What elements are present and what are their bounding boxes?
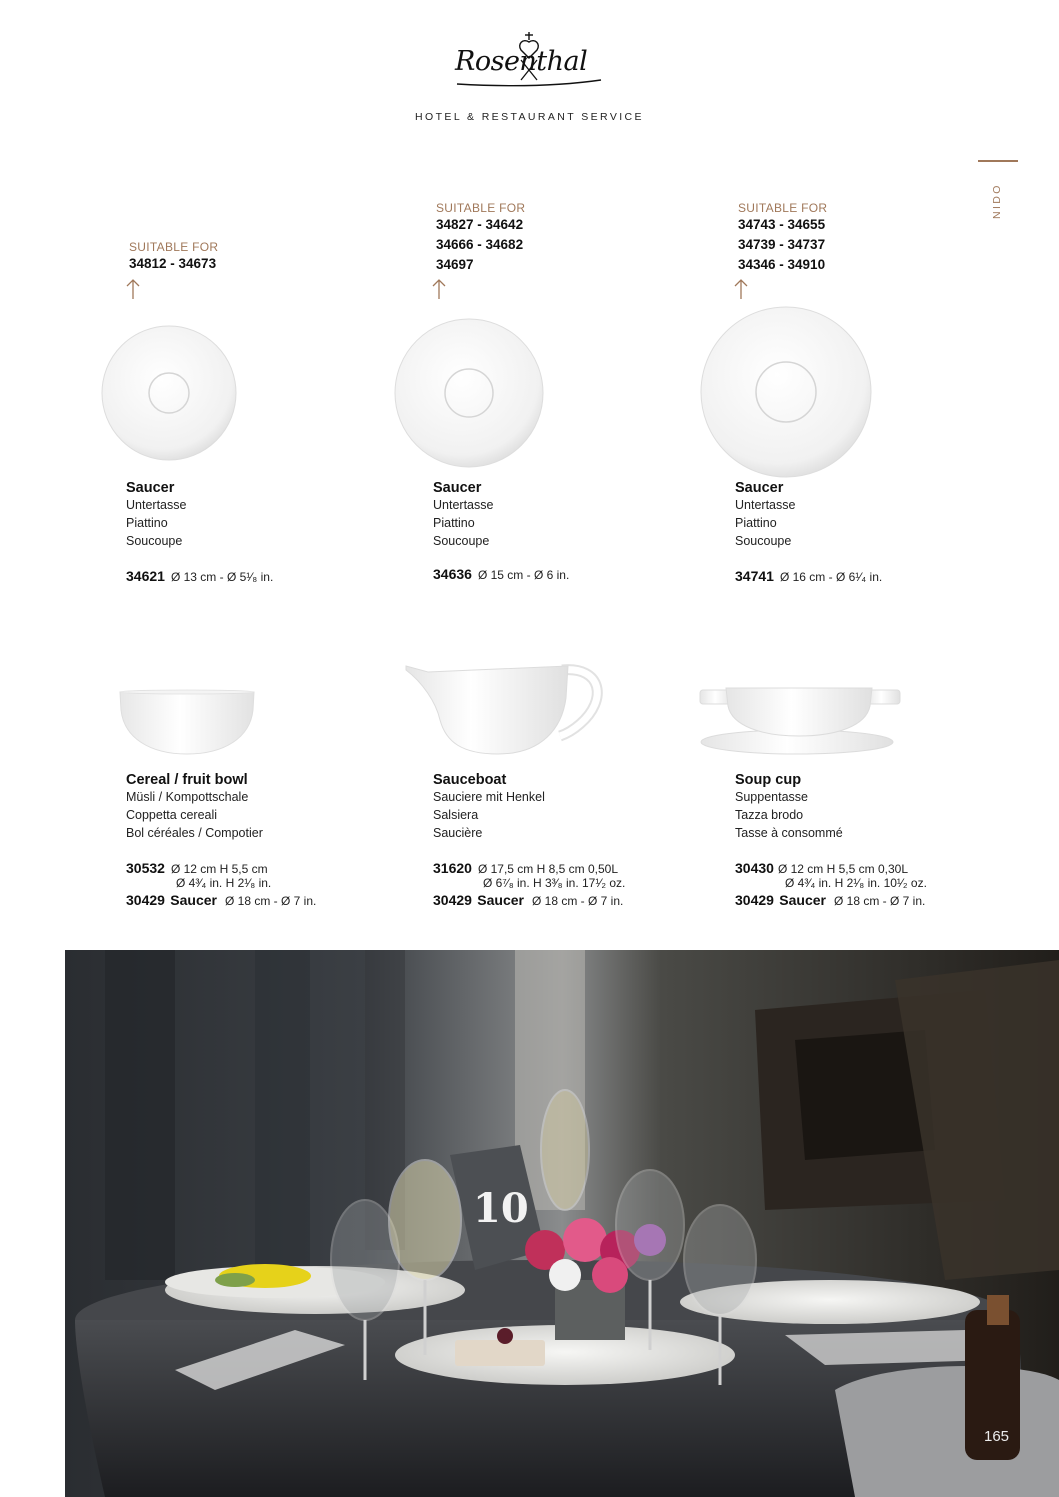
saucer-code: 30429 [735, 892, 774, 908]
saucer-image-large [696, 302, 878, 484]
tagline: HOTEL & RESTAURANT SERVICE [415, 111, 644, 123]
suitable-code: 34743 - 34655 [738, 217, 826, 232]
product-code: 31620 [433, 860, 472, 876]
product-translation: Soucoupe [433, 534, 490, 548]
side-tab-rule [978, 160, 1018, 162]
saucer-dimensions: Ø 18 cm - Ø 7 in. [833, 894, 926, 908]
suitable-code: 34812 - 34673 [129, 256, 217, 271]
arrow-up-icon [734, 278, 748, 300]
saucer-spec [433, 892, 723, 908]
product-translation: Sauciere mit Henkel [433, 790, 545, 804]
saucer-dimensions: Ø 18 cm - Ø 7 in. [531, 894, 624, 908]
product-dimensions: Ø 13 cm - Ø 5¹⁄₈ in. [170, 570, 274, 584]
table-setting-illustration [65, 950, 1059, 1497]
product-soup-cup-30430 [735, 772, 1025, 908]
product-spec [433, 860, 723, 876]
suitable-label: SUITABLE FOR [436, 201, 526, 215]
product-translation: Müsli / Kompottschale [126, 790, 249, 804]
brand-wordmark: Rosenthal [455, 46, 588, 77]
product-dimensions: Ø 12 cm H 5,5 cm [170, 862, 268, 876]
product-saucer-34636 [433, 480, 703, 582]
suitable-block-3 [738, 201, 827, 275]
side-tab-label: NIDO [991, 183, 1003, 219]
product-dimensions: Ø 12 cm H 5,5 cm 0,30L [777, 862, 908, 876]
product-translation: Salsiera [433, 808, 479, 822]
product-saucer-34621 [126, 480, 396, 584]
product-code: 30532 [126, 860, 165, 876]
product-translation: Coppetta cereali [126, 808, 218, 822]
product-saucer-34741 [735, 480, 1005, 584]
saucer-image-small [96, 320, 246, 470]
product-dimensions-imperial: Ø 6⁷⁄₈ in. H 3³⁄₈ in. 17¹⁄₂ oz. [483, 876, 626, 890]
saucer-code: 30429 [433, 892, 472, 908]
product-translation: Soucoupe [735, 534, 792, 548]
product-spec [735, 860, 1025, 876]
suitable-code: 34697 [436, 257, 474, 272]
product-name: Saucer [735, 480, 784, 496]
product-name: Cereal / fruit bowl [126, 772, 248, 788]
product-dimensions: Ø 17,5 cm H 8,5 cm 0,50L [477, 862, 618, 876]
product-sauceboat-31620 [433, 772, 723, 908]
saucer-image-medium [390, 314, 550, 474]
arrow-up-icon [432, 278, 446, 300]
product-name: Soup cup [735, 772, 802, 788]
product-spec [735, 568, 1005, 584]
product-translation: Piattino [433, 516, 475, 530]
table-number: 10 [473, 1185, 529, 1232]
product-translation: Piattino [126, 516, 168, 530]
product-dimensions: Ø 15 cm - Ø 6 in. [477, 568, 570, 582]
saucer-dimensions: Ø 18 cm - Ø 7 in. [224, 894, 317, 908]
product-translation: Tasse à consommé [735, 826, 843, 840]
saucer-spec [735, 892, 1025, 908]
product-dimensions-imperial: Ø 4³⁄₄ in. H 2¹⁄₈ in. 10¹⁄₂ oz. [785, 876, 927, 890]
sauceboat-image [402, 658, 608, 760]
product-translation: Suppentasse [735, 790, 808, 804]
suitable-code: 34346 - 34910 [738, 257, 826, 272]
suitable-code: 34739 - 34737 [738, 237, 826, 252]
product-dimensions-imperial: Ø 4³⁄₄ in. H 2¹⁄₈ in. [176, 876, 272, 890]
product-spec [433, 566, 703, 582]
product-name: Saucer [433, 480, 482, 496]
product-cereal-bowl-30532 [126, 772, 416, 908]
soup-cup-image [696, 684, 902, 760]
suitable-code: 34666 - 34682 [436, 237, 524, 252]
product-translation: Untertasse [433, 498, 494, 512]
saucer-label: Saucer [477, 892, 524, 908]
product-spec [126, 568, 396, 584]
saucer-code: 30429 [126, 892, 165, 908]
product-code: 30430 [735, 860, 774, 876]
suitable-label: SUITABLE FOR [738, 201, 828, 215]
product-name: Sauceboat [433, 772, 507, 788]
product-name: Saucer [126, 480, 175, 496]
product-translation: Bol céréales / Compotier [126, 826, 263, 840]
product-code: 34741 [735, 568, 774, 584]
saucer-label: Saucer [170, 892, 217, 908]
suitable-label: SUITABLE FOR [129, 240, 219, 254]
page-number: 165 [984, 1428, 1010, 1445]
suitable-block-2 [436, 201, 525, 275]
product-translation: Piattino [735, 516, 777, 530]
product-translation: Untertasse [735, 498, 796, 512]
suitable-code: 34827 - 34642 [436, 217, 524, 232]
arrow-up-icon [126, 278, 140, 300]
product-translation: Soucoupe [126, 534, 183, 548]
product-dimensions: Ø 16 cm - Ø 6¹⁄₄ in. [779, 570, 883, 584]
saucer-spec [126, 892, 416, 908]
product-translation: Tazza brodo [735, 808, 804, 822]
product-code: 34636 [433, 566, 472, 582]
cereal-bowl-image [114, 688, 260, 760]
product-translation: Saucière [433, 826, 483, 840]
product-code: 34621 [126, 568, 165, 584]
suitable-block-1 [129, 240, 218, 274]
product-translation: Untertasse [126, 498, 187, 512]
product-spec [126, 860, 416, 876]
restaurant-table-photo [65, 950, 1059, 1497]
saucer-label: Saucer [779, 892, 826, 908]
